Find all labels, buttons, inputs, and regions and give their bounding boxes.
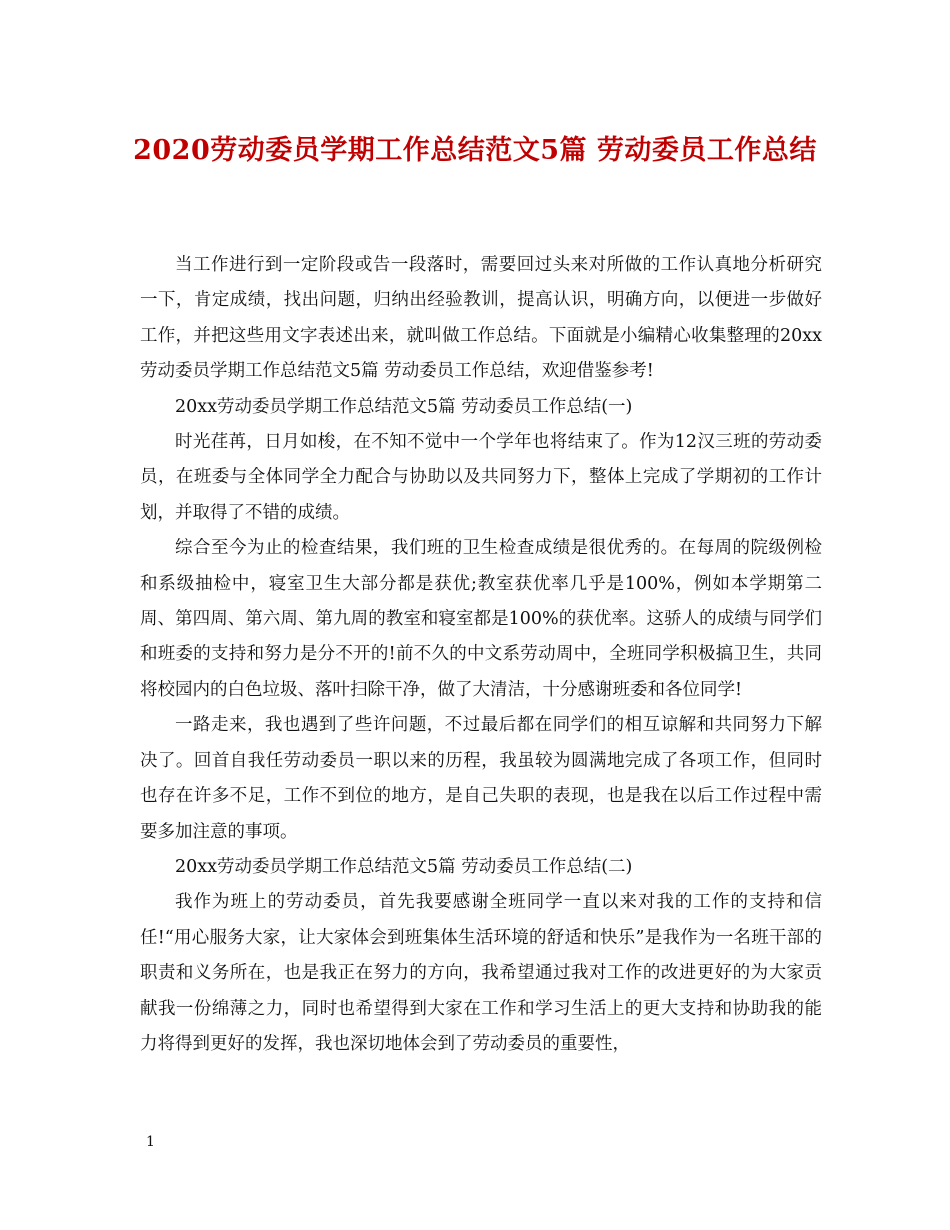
page-number: 1	[146, 1134, 155, 1150]
body-paragraph: 一路走来，我也遇到了些许问题，不过最后都在同学们的相互谅解和共同努力下解决了。回首自我任劳动委员一职以来的历程，我虽较为圆满地完成了各项工作，但同时也存在许多不足，工作不到位的地方，是自己失职的表现，也是我在以后工作过程中需要多加注意的事项。	[140, 715, 822, 842]
document-body	[140, 248, 822, 1062]
section-heading-1: 20xx劳动委员学期工作总结范文5篇 劳动委员工作总结(一)	[175, 396, 633, 417]
intro-paragraph: 当工作进行到一定阶段或告一段落时，需要回过头来对所做的工作认真地分析研究一下，肯定成绩，找出问题，归纳出经验教训，提高认识，明确方向，以便进一步做好工作，并把这些用文字表述出来，就叫做工作总结。下面就是小编精心收集整理的20xx劳动委员学期工作总结范文5篇 劳动委员工作总结，欢迎借鉴参考!	[140, 255, 822, 382]
section-heading-2: 20xx劳动委员学期工作总结范文5篇 劳动委员工作总结(二)	[175, 856, 633, 877]
body-paragraph: 时光荏苒，日月如梭，在不知不觉中一个学年也将结束了。作为12汉三班的劳动委员，在班委与全体同学全力配合与协助以及共同努力下，整体上完成了学期初的工作计划，并取得了不错的成绩。	[140, 432, 822, 523]
body-paragraph: 综合至今为止的检查结果，我们班的卫生检查成绩是很优秀的。在每周的院级例检和系级抽检中，寝室卫生大部分都是获优;教室获优率几乎是100%，例如本学期第二周、第四周、第六周、第九周的教室和寝室都是100%的获优率。这骄人的成绩与同学们和班委的支持和努力是分不开的!前不久的中文系劳动周中，全班同学积极搞卫生，共同将校园内的白色垃圾、落叶扫除干净，做了大清洁，十分感谢班委和各位同学!	[140, 538, 822, 700]
document-title: 2020劳动委员学期工作总结范文5篇 劳动委员工作总结	[133, 135, 817, 166]
body-paragraph: 我作为班上的劳动委员，首先我要感谢全班同学一直以来对我的工作的支持和信任!“用心服务大家，让大家体会到班集体生活环境的舒适和快乐”是我作为一名班干部的职责和义务所在，也是我正在努力的方向，我希望通过我对工作的改进更好的为大家贡献我一份绵薄之力，同时也希望得到大家在工作和学习生活上的更大支持和协助我的能力将得到更好的发挥，我也深切地体会到了劳动委员的重要性，	[140, 892, 822, 1054]
